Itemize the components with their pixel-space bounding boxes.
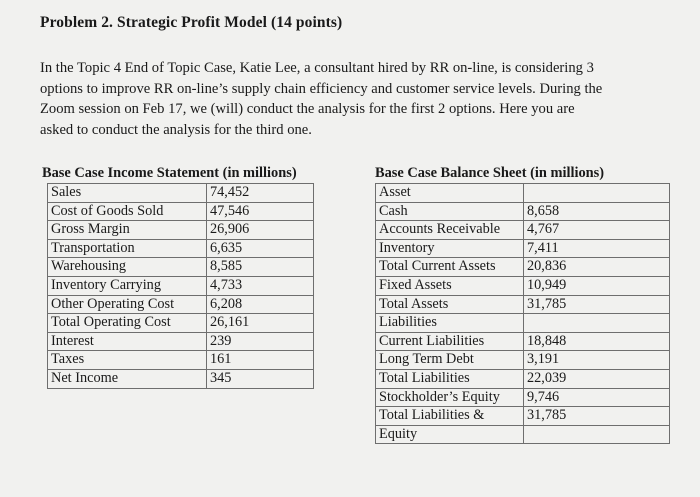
balance-sheet-title: Base Case Balance Sheet (in millions) xyxy=(375,165,605,181)
row-value: 7,411 xyxy=(524,239,670,258)
paragraph-line: options to improve RR on-line’s supply chain efficiency and customer service levels. During the xyxy=(40,80,603,97)
table-row xyxy=(48,184,314,203)
row-label: Asset xyxy=(376,184,524,203)
table-row xyxy=(376,369,670,388)
table-row xyxy=(48,314,314,333)
table-row xyxy=(48,351,314,370)
table-row xyxy=(48,258,314,277)
row-label: Cash xyxy=(376,202,524,221)
row-value xyxy=(524,314,670,333)
row-value: 26,161 xyxy=(207,314,314,333)
row-value: 26,906 xyxy=(207,221,314,240)
row-label: Gross Margin xyxy=(48,221,207,240)
row-label: Inventory Carrying xyxy=(48,276,207,295)
row-value: 20,836 xyxy=(524,258,670,277)
table-row xyxy=(376,388,670,407)
row-label: Warehousing xyxy=(48,258,207,277)
row-value: 10,949 xyxy=(524,276,670,295)
row-label: Equity xyxy=(376,425,524,444)
row-label: Cost of Goods Sold xyxy=(48,202,207,221)
table-row xyxy=(376,351,670,370)
row-value xyxy=(524,184,670,203)
row-label: Total Liabilities xyxy=(376,369,524,388)
row-value: 3,191 xyxy=(524,351,670,370)
table-row xyxy=(376,258,670,277)
row-label: Sales xyxy=(48,184,207,203)
table-row xyxy=(376,332,670,351)
table-row xyxy=(376,239,670,258)
table-row xyxy=(376,276,670,295)
row-value: 8,658 xyxy=(524,202,670,221)
income-statement-table xyxy=(47,183,314,389)
row-label: Other Operating Cost xyxy=(48,295,207,314)
row-value: 6,208 xyxy=(207,295,314,314)
row-value: 239 xyxy=(207,332,314,351)
table-row xyxy=(48,295,314,314)
balance-sheet-table xyxy=(375,183,670,444)
table-row xyxy=(376,314,670,333)
row-label: Stockholder’s Equity xyxy=(376,388,524,407)
row-label: Total Operating Cost xyxy=(48,314,207,333)
row-label: Fixed Assets xyxy=(376,276,524,295)
row-label: Net Income xyxy=(48,369,207,388)
row-label: Liabilities xyxy=(376,314,524,333)
row-value: 6,635 xyxy=(207,239,314,258)
problem-title: Problem 2. Strategic Profit Model (14 points) xyxy=(40,14,343,31)
problem-paragraph xyxy=(40,58,670,140)
row-label: Total Current Assets xyxy=(376,258,524,277)
row-value xyxy=(524,425,670,444)
row-label: Total Liabilities & xyxy=(376,407,524,426)
row-label: Total Assets xyxy=(376,295,524,314)
row-label: Transportation xyxy=(48,239,207,258)
table-row xyxy=(376,425,670,444)
row-value: 8,585 xyxy=(207,258,314,277)
row-label: Accounts Receivable xyxy=(376,221,524,240)
row-value: 74,452 xyxy=(207,184,314,203)
table-row xyxy=(48,369,314,388)
row-value: 345 xyxy=(207,369,314,388)
table-row xyxy=(376,407,670,426)
row-label: Current Liabilities xyxy=(376,332,524,351)
table-row xyxy=(48,239,314,258)
row-value: 22,039 xyxy=(524,369,670,388)
table-row xyxy=(48,221,314,240)
balance-sheet-block xyxy=(375,165,670,444)
row-label: Taxes xyxy=(48,351,207,370)
paragraph-line: Zoom session on Feb 17, we (will) conduct the analysis for the first 2 options. Here you are xyxy=(40,101,575,117)
row-value: 18,848 xyxy=(524,332,670,351)
row-value: 31,785 xyxy=(524,407,670,426)
row-value: 161 xyxy=(207,351,314,370)
paragraph-line: In the Topic 4 End of Topic Case, Katie Lee, a consultant hired by RR on-line, is considering 3 xyxy=(40,60,594,76)
table-row xyxy=(48,332,314,351)
row-value: 31,785 xyxy=(524,295,670,314)
table-row xyxy=(48,202,314,221)
table-row xyxy=(376,295,670,314)
row-value: 4,767 xyxy=(524,221,670,240)
income-statement-title: Base Case Income Statement (in millions) xyxy=(42,165,297,181)
row-value: 4,733 xyxy=(207,276,314,295)
row-label: Inventory xyxy=(376,239,524,258)
income-statement-block xyxy=(42,165,314,389)
row-value: 47,546 xyxy=(207,202,314,221)
table-row xyxy=(376,221,670,240)
paragraph-line: asked to conduct the analysis for the third one. xyxy=(40,121,312,138)
table-row xyxy=(376,184,670,203)
row-label: Long Term Debt xyxy=(376,351,524,370)
row-value: 9,746 xyxy=(524,388,670,407)
row-label: Interest xyxy=(48,332,207,351)
table-row xyxy=(48,276,314,295)
table-row xyxy=(376,202,670,221)
